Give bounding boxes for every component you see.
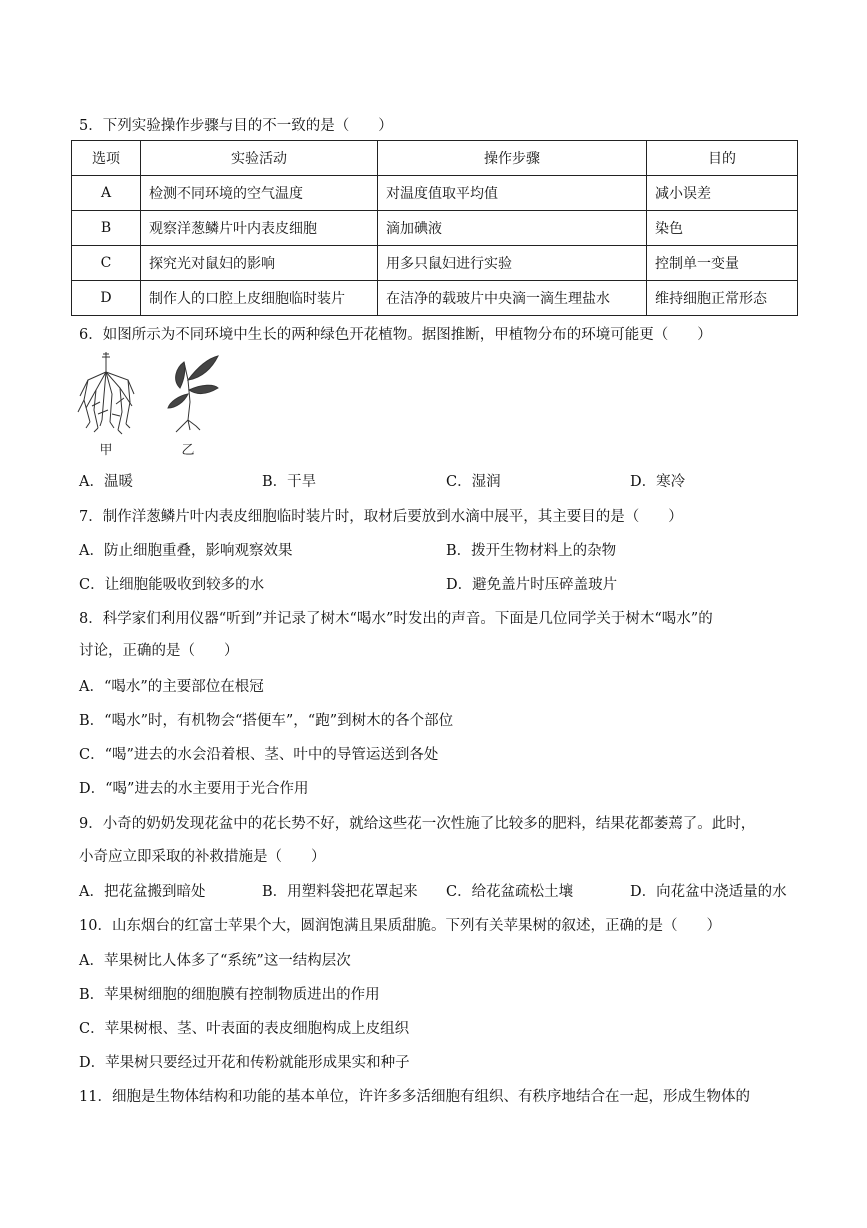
q8-option-d: D．“喝”进去的水主要用于光合作用 <box>79 781 309 797</box>
q6-stem: 6．如图所示为不同环境中生长的两种绿色开花植物。据图推断，甲植物分布的环境可能更（ ） <box>79 327 712 343</box>
q7-option-c: C．让细胞能吸收到较多的水 <box>79 577 265 593</box>
q9-option-c: C．给花盆疏松土壤 <box>446 884 574 900</box>
q6-option-a: A．温暖 <box>79 474 133 490</box>
table-row <box>72 211 798 246</box>
table-header-cell: 目的 <box>647 141 798 176</box>
q7-option-d: D．避免盖片时压碎盖玻片 <box>446 577 618 593</box>
table-header-cell: 选项 <box>72 141 141 176</box>
plant-jia-drawing <box>78 352 134 434</box>
q10-option-c: C．苹果树根、茎、叶表面的表皮细胞构成上皮组织 <box>79 1021 410 1037</box>
q9-option-d: D．向花盆中浇适量的水 <box>630 884 787 900</box>
q7-option-b: B．拨开生物材料上的杂物 <box>446 543 617 559</box>
table-row <box>72 246 798 281</box>
q8-option-c: C．“喝”进去的水会沿着根、茎、叶中的导管运送到各处 <box>79 747 439 763</box>
table-cell: 滴加碘液 <box>378 211 647 246</box>
q10-stem: 10．山东烟台的红富士苹果个大，圆润饱满且果质甜脆。下列有关苹果树的叙述，正确的是（ ） <box>79 918 721 934</box>
q9-stem-line1: 9．小奇的奶奶发现花盆中的花长势不好，就给这些花一次性施了比较多的肥料，结果花都萎蔫了。此时， <box>79 816 756 832</box>
q11-stem: 11．细胞是生物体结构和功能的基本单位，许许多多活细胞有组织、有秩序地结合在一起，形成生物体的 <box>79 1089 750 1105</box>
table-row <box>72 176 798 211</box>
table-cell: 维持细胞正常形态 <box>647 281 798 316</box>
q10-option-b: B．苹果树细胞的细胞膜有控制物质进出的作用 <box>79 987 380 1003</box>
plant-yi-drawing <box>168 356 218 432</box>
table-row <box>72 281 798 316</box>
q6-option-b: B．干旱 <box>262 474 317 490</box>
table-cell: 检测不同环境的空气温度 <box>141 176 378 211</box>
q8-option-b: B．“喝水”时，有机物会“搭便车”，“跑”到树木的各个部位 <box>79 713 454 729</box>
table-header-row <box>72 141 798 176</box>
table-cell: D <box>72 281 141 316</box>
table-cell: 控制单一变量 <box>647 246 798 281</box>
table-cell: 制作人的口腔上皮细胞临时装片 <box>141 281 378 316</box>
q9-option-a: A．把花盆搬到暗处 <box>79 884 206 900</box>
q7-option-a: A．防止细胞重叠，影响观察效果 <box>79 543 293 559</box>
q10-option-d: D．苹果树只要经过开花和传粉就能形成果实和种子 <box>79 1055 410 1071</box>
table-cell: C <box>72 246 141 281</box>
q8-stem-line1: 8．科学家们利用仪器“听到”并记录了树木“喝水”时发出的声音。下面是几位同学关于树木“喝水”的 <box>79 611 713 627</box>
plant-figure <box>76 350 236 460</box>
q5-table <box>71 140 798 316</box>
table-cell: 探究光对鼠妇的影响 <box>141 246 378 281</box>
table-cell: 用多只鼠妇进行实验 <box>378 246 647 281</box>
table-cell: 染色 <box>647 211 798 246</box>
table-cell: B <box>72 211 141 246</box>
table-header-cell: 操作步骤 <box>378 141 647 176</box>
q10-option-a: A．苹果树比人体多了“系统”这一结构层次 <box>79 953 351 969</box>
table-header-cell: 实验活动 <box>141 141 378 176</box>
q6-option-d: D．寒冷 <box>630 474 686 490</box>
table-cell: 观察洋葱鳞片叶内表皮细胞 <box>141 211 378 246</box>
q6-option-c: C．湿润 <box>446 474 501 490</box>
plant-yi-label: 乙 <box>181 443 195 458</box>
table-cell: 减小误差 <box>647 176 798 211</box>
q7-stem: 7．制作洋葱鳞片叶内表皮细胞临时装片时，取材后要放到水滴中展平，其主要目的是（ ） <box>79 509 683 525</box>
q8-option-a: A．“喝水”的主要部位在根冠 <box>79 679 264 695</box>
table-cell: 对温度值取平均值 <box>378 176 647 211</box>
q9-stem-line2: 小奇应立即采取的补救措施是（ ） <box>79 849 326 865</box>
table-cell: A <box>72 176 141 211</box>
q9-option-b: B．用塑料袋把花罩起来 <box>262 884 418 900</box>
q5-stem: 5．下列实验操作步骤与目的不一致的是（ ） <box>79 118 393 134</box>
plant-jia-label: 甲 <box>99 443 113 458</box>
q8-stem-line2: 讨论，正确的是（ ） <box>79 643 239 659</box>
table-cell: 在洁净的载玻片中央滴一滴生理盐水 <box>378 281 647 316</box>
